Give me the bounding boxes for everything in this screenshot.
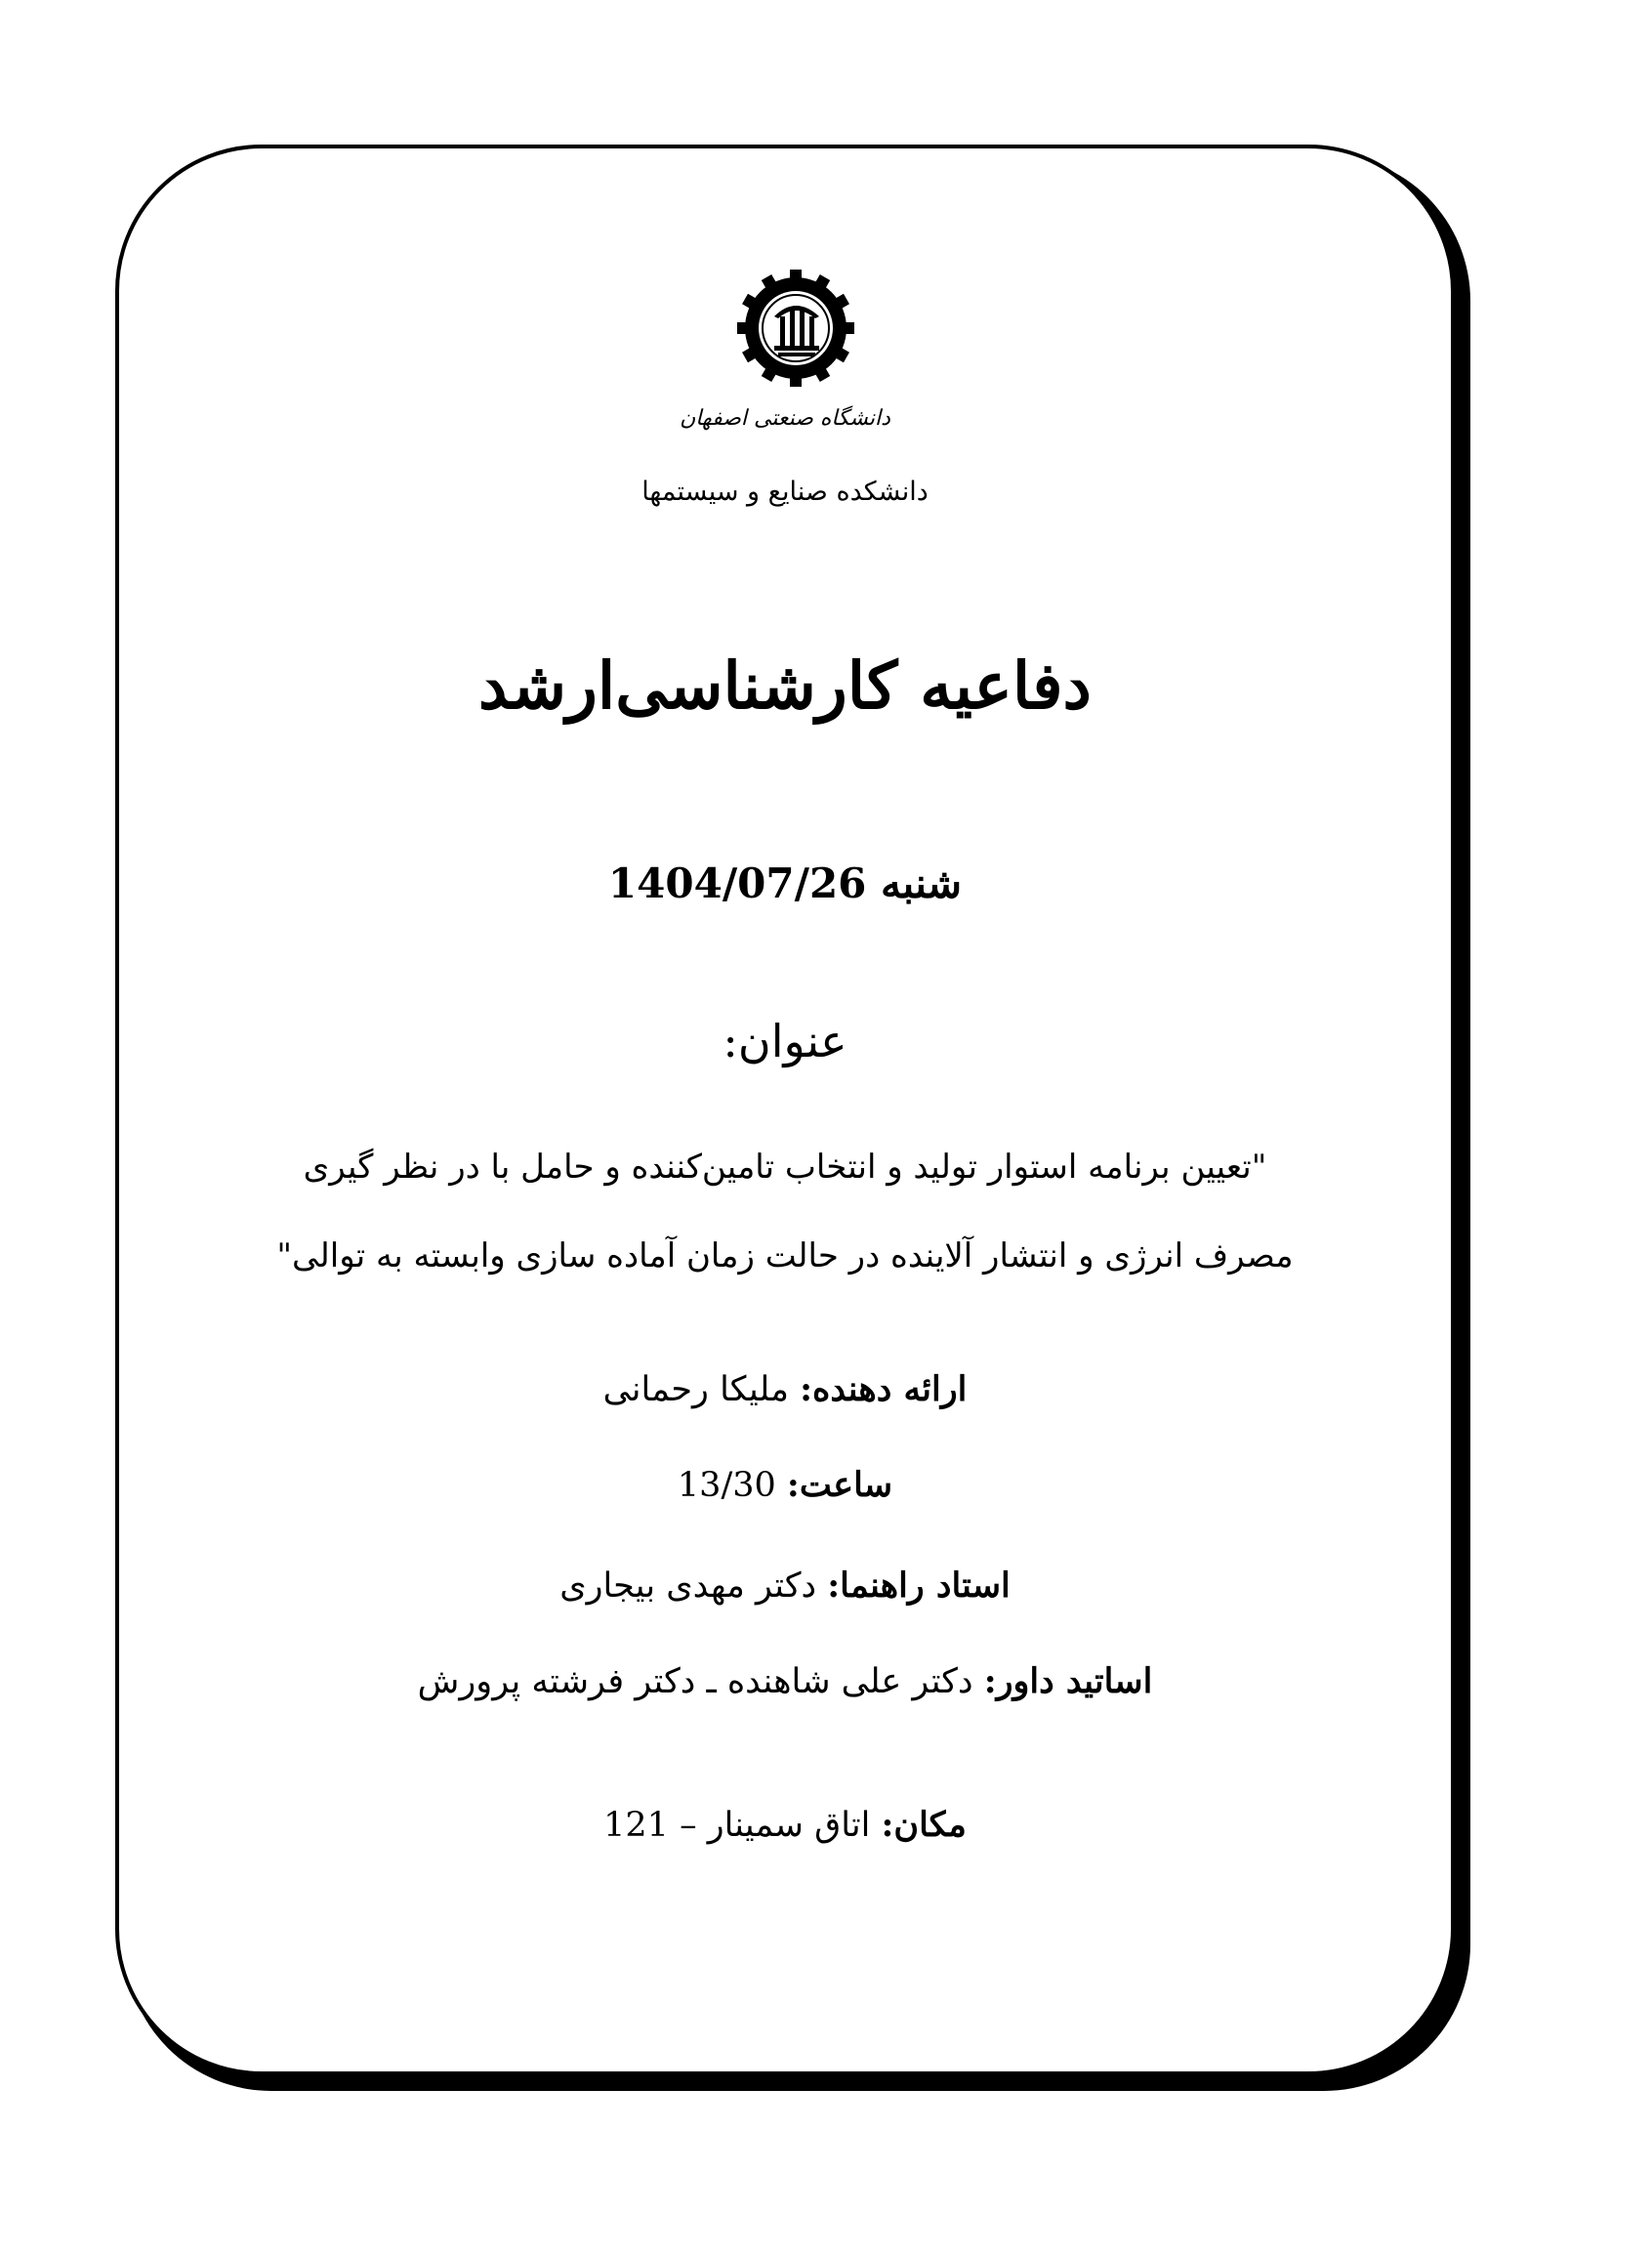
thesis-title-line-2: مصرف انرژی و انتشار آلاینده در حالت زمان آماده سازی وابسته به توالی" — [276, 1236, 1294, 1275]
announcement-content — [115, 145, 1455, 2075]
faculty-name: دانشکده صنایع و سیستمها — [641, 477, 929, 507]
thesis-label: عنوان: — [723, 1015, 847, 1067]
logo-caption: دانشگاه صنعتی اصفهان — [680, 406, 890, 431]
date-line — [115, 859, 1455, 907]
location-label: مکان: — [881, 1805, 967, 1845]
time-line — [115, 1465, 1455, 1505]
referees-line — [115, 1661, 1455, 1701]
gear-emblem-icon — [735, 268, 856, 389]
referees-value: دکتر علی شاهنده ـ دکتر فرشته پرورش — [417, 1662, 973, 1701]
presenter-line — [115, 1369, 1455, 1409]
date-day: شنبه — [881, 859, 963, 907]
page-title: دفاعیه کارشناسی‌ارشد — [478, 648, 1092, 724]
location-value: اتاق سمینار – 121 — [603, 1806, 871, 1845]
thesis-title-line-1: "تعیین برنامه استوار تولید و انتخاب تامین‌کننده و حامل با در نظر گیری — [303, 1148, 1267, 1187]
location-line — [115, 1805, 1455, 1845]
presenter-label: ارائه دهنده: — [800, 1369, 968, 1409]
supervisor-label: استاد راهنما: — [827, 1566, 1011, 1606]
supervisor-line — [115, 1566, 1455, 1606]
time-label: ساعت: — [786, 1465, 893, 1505]
presenter-value: ملیکا رحمانی — [602, 1370, 789, 1409]
time-value: 13/30 — [677, 1466, 776, 1505]
supervisor-value: دکتر مهدی بیجاری — [559, 1567, 817, 1606]
date-value: 1404/07/26 — [607, 859, 867, 907]
referees-label: اساتید داور: — [983, 1661, 1153, 1701]
